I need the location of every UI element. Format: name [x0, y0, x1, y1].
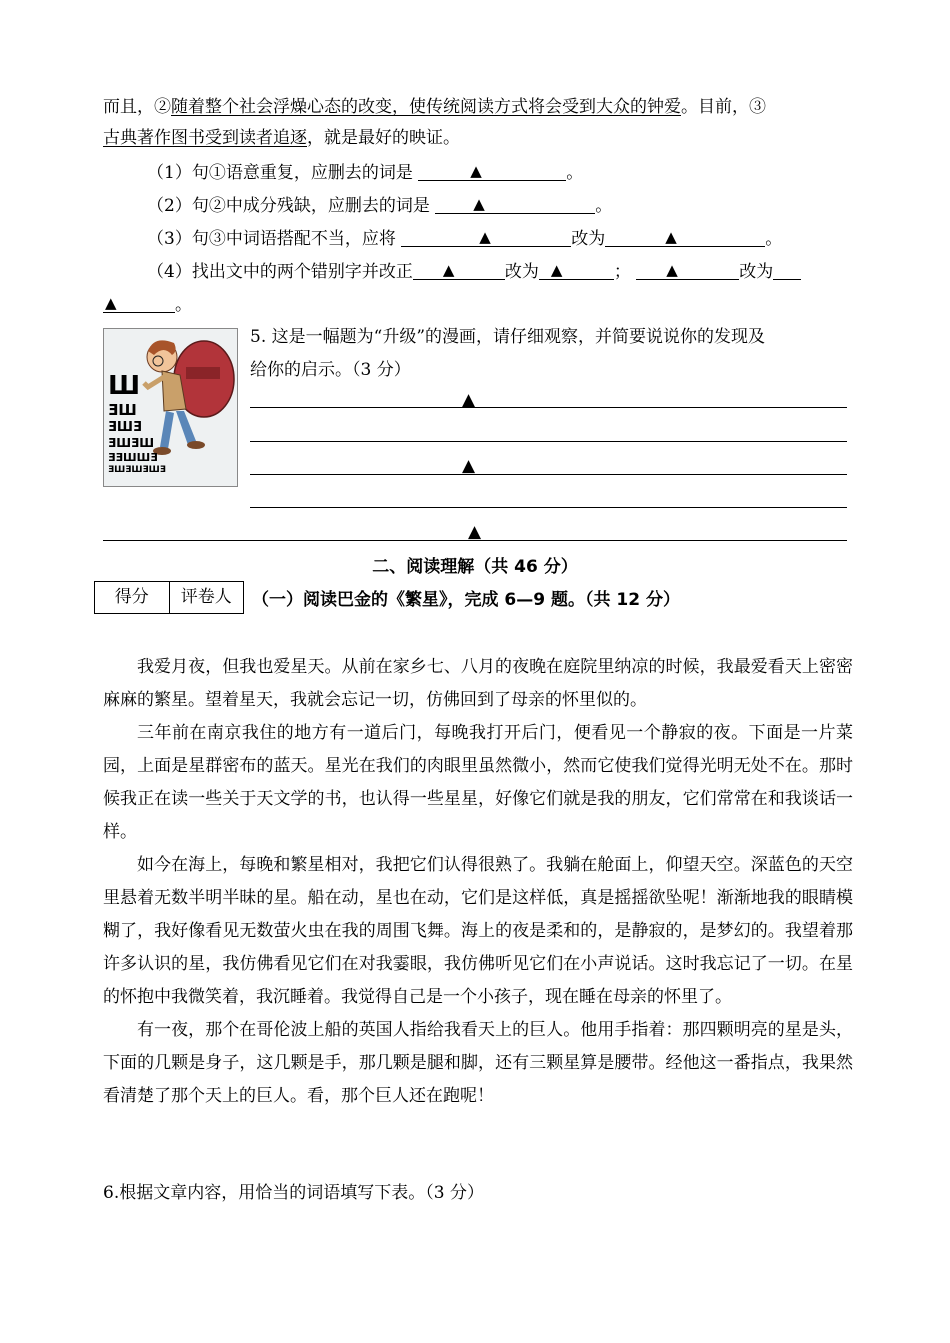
- text: 改为: [504, 262, 539, 282]
- text: 改为: [739, 262, 774, 282]
- underlined-sentence-3: 古典著作图书受到读者追逐: [103, 128, 307, 148]
- answer-blank[interactable]: [539, 261, 614, 280]
- comic-image-upgrade: [103, 328, 238, 487]
- triangle-marker: ▲: [479, 228, 491, 246]
- eye-chart-row: ƎШƎ: [108, 420, 142, 435]
- triangle-marker: ▲: [666, 261, 678, 279]
- question-text: （3）句③中词语搭配不当，应将: [147, 229, 396, 249]
- triangle-marker: ▲: [462, 390, 476, 410]
- question-text: （4）找出文中的两个错别字并改正: [147, 262, 413, 282]
- grader-label: 评卷人: [180, 587, 232, 607]
- answer-line[interactable]: [250, 507, 847, 508]
- answer-blank[interactable]: [773, 261, 801, 280]
- answer-blank[interactable]: [605, 228, 765, 247]
- reading-passage: [103, 651, 853, 1113]
- question-4-3: [147, 228, 782, 250]
- paragraph-line: [103, 127, 460, 149]
- triangle-marker: ▲: [473, 195, 485, 213]
- paragraph-line: [103, 96, 766, 118]
- text: 。: [566, 163, 584, 183]
- passage-paragraph: 我爱月夜，但我也爱星天。从前在家乡七、八月的夜晚在庭院里纳凉的时候，我最爱看天上密密麻麻的繁星。望着星天，我就会忘记一切，仿佛回到了母亲的怀里似的。: [103, 657, 853, 710]
- answer-blank[interactable]: [418, 162, 566, 181]
- answer-line[interactable]: [250, 407, 847, 408]
- eye-chart-row: ƎШƎШ: [108, 436, 155, 450]
- part-1-title: （一）阅读巴金的《繁星》，完成 6—9 题。（共 12 分）: [252, 590, 680, 610]
- question-4-4-cont: [103, 294, 192, 316]
- text: 。目前，③: [681, 97, 766, 117]
- triangle-marker: ▲: [468, 522, 482, 542]
- question-text: （2）句②中成分残缺，应删去的词是: [147, 196, 430, 216]
- text: 。: [765, 229, 783, 249]
- eye-chart: [108, 373, 166, 475]
- answer-blank[interactable]: [435, 195, 595, 214]
- eye-chart-row: ƎШƎШƎШƎ: [108, 465, 166, 475]
- triangle-marker: ▲: [665, 228, 677, 246]
- underlined-sentence-2: 随着整个社会浮燥心态的改变，使传统阅读方式将会受到大众的钟爱: [171, 97, 681, 117]
- passage-paragraph: 有一夜，那个在哥伦波上船的英国人指给我看天上的巨人。他用手指着：那四颗明亮的星是头，下面的几颗是身子，这几颗是手，那几颗是腿和脚，还有三颗星算是腰带。经他这一番指点，我果然看清楚了那个天上的巨人。看，那个巨人还在跑呢！: [103, 1020, 853, 1106]
- question-6: 6.根据文章内容，用恰当的词语填写下表。（3 分）: [103, 1183, 484, 1203]
- text: 而且，②: [103, 97, 171, 117]
- score-box: [94, 581, 244, 614]
- answer-blank[interactable]: [401, 228, 571, 247]
- answer-line[interactable]: [250, 441, 847, 442]
- score-label: 得分: [95, 582, 170, 613]
- triangle-marker: ▲: [442, 261, 455, 279]
- question-5-line2: 给你的启示。（3 分）: [250, 360, 411, 380]
- question-4-4: [147, 261, 801, 283]
- answer-line[interactable]: [103, 540, 847, 541]
- question-4-1: [147, 162, 583, 184]
- text: ，就是最好的映证。: [307, 128, 460, 148]
- question-text: （1）句①语意重复，应删去的词是: [147, 163, 413, 183]
- triangle-marker: ▲: [462, 456, 476, 476]
- text: 。: [175, 295, 192, 315]
- eye-chart-row: Ш: [108, 371, 141, 401]
- answer-blank[interactable]: [103, 294, 175, 313]
- answer-line[interactable]: [250, 474, 847, 475]
- answer-blank[interactable]: [636, 261, 739, 280]
- triangle-marker: ▲: [470, 162, 482, 180]
- text: 。: [595, 196, 613, 216]
- eye-chart-row: ƎШ: [108, 401, 137, 419]
- question-4-2: [147, 195, 612, 217]
- text: 改为: [571, 229, 606, 249]
- triangle-marker: ▲: [550, 261, 563, 279]
- passage-paragraph: 如今在海上，每晚和繁星相对，我把它们认得很熟了。我躺在舱面上，仰望天空。深蓝色的天空里悬着无数半明半昧的星。船在动，星也在动，它们是这样低，真是摇摇欲坠呢！渐渐地我的眼睛模糊了，我好像看见无数萤火虫在我的周围飞舞。海上的夜是柔和的，是静寂的，是梦幻的。我望着那许多认识的星，我仿佛看见它们在对我霎眼，我仿佛听见它们在小声说话。这时我忘记了一切。在星的怀抱中我微笑着，我沉睡着。我觉得自己是一个小孩子，现在睡在母亲的怀里了。: [103, 855, 853, 1007]
- question-5-line1: 5. 这是一幅题为“升级”的漫画，请仔细观察，并简要说说你的发现及: [250, 327, 766, 347]
- eye-chart-row: ƎƎШШƎ: [108, 451, 158, 464]
- text: ；: [613, 262, 631, 282]
- answer-blank[interactable]: [413, 261, 505, 280]
- triangle-marker: ▲: [105, 294, 117, 312]
- section-2-title: 二、阅读理解（共 46 分）: [372, 557, 578, 577]
- passage-paragraph: 三年前在南京我住的地方有一道后门，每晚我打开后门，便看见一个静寂的夜。下面是一片菜园，上面是星群密布的蓝天。星光在我们的肉眼里虽然微小，然而它使我们觉得光明无处不在。那时候我正在读一些关于天文学的书，也认得一些星星，好像它们就是我的朋友，它们常常在和我谈话一样。: [103, 723, 853, 842]
